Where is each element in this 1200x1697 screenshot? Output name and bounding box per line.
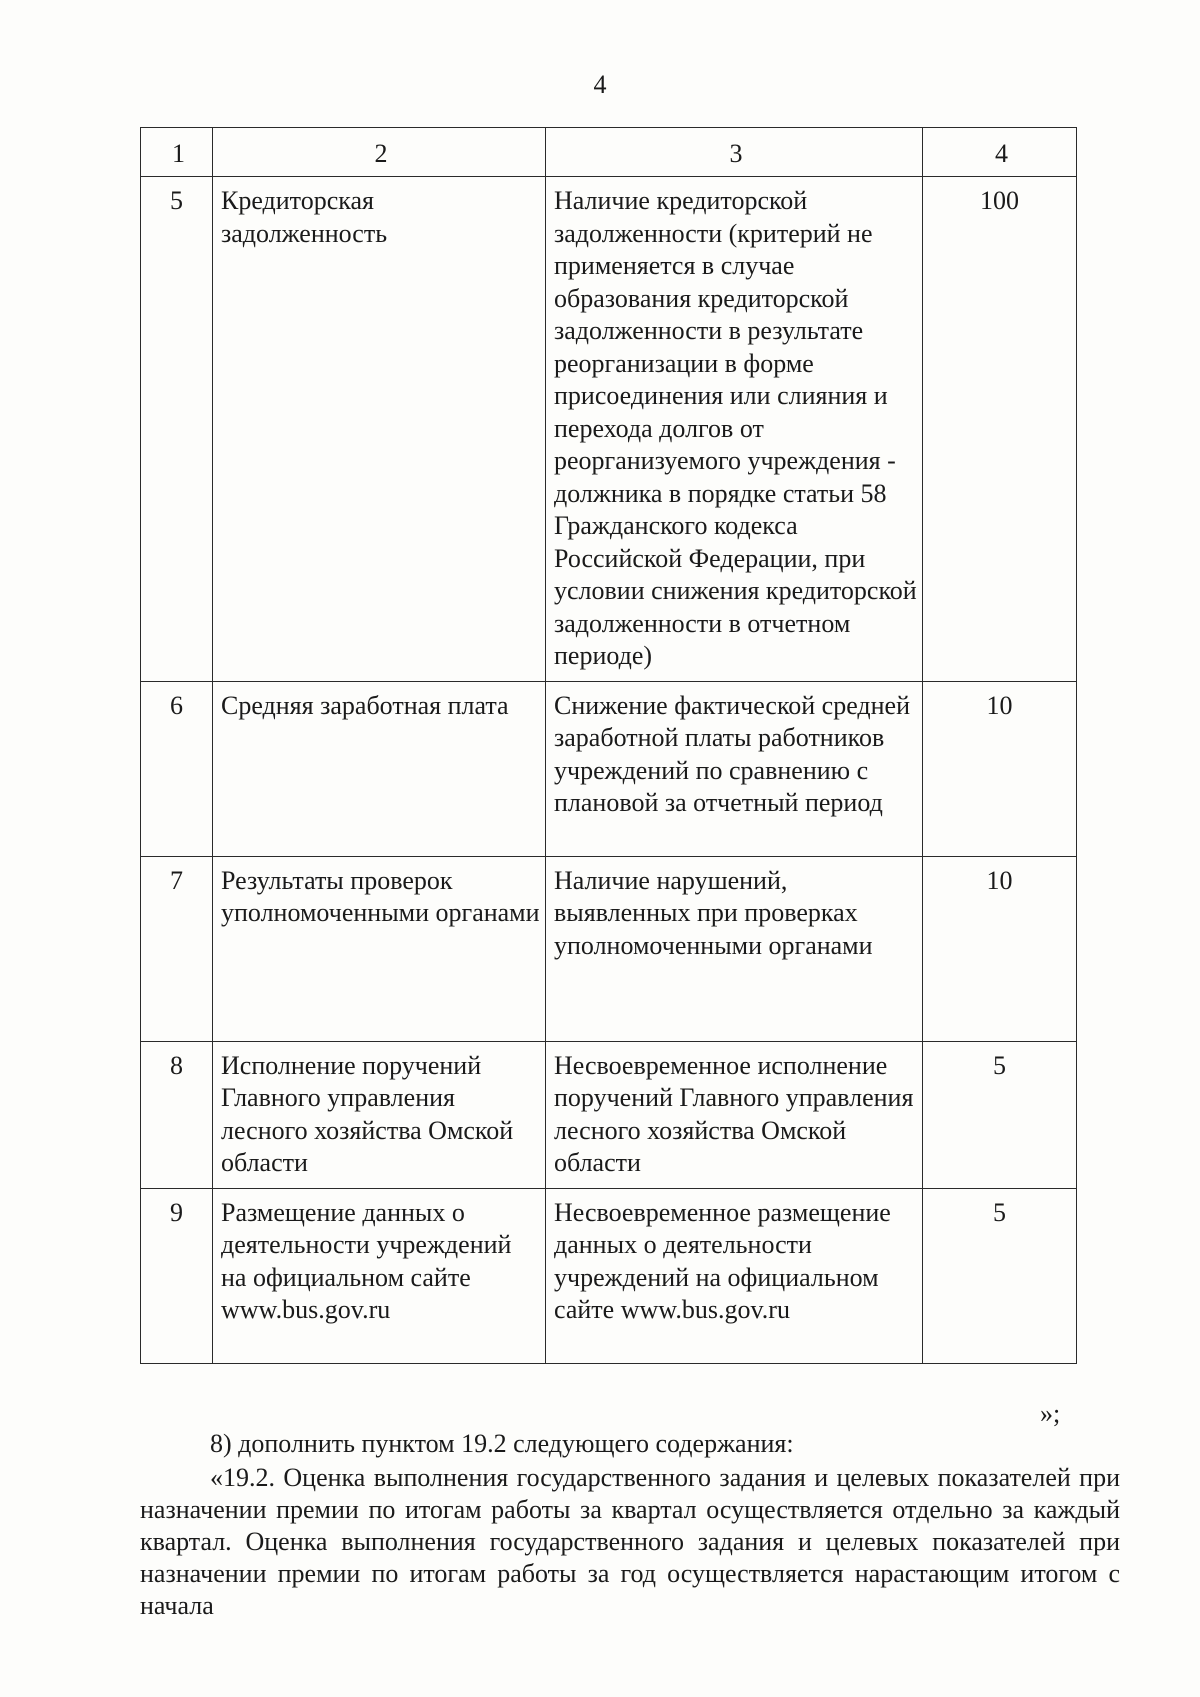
table-row xyxy=(141,1188,1077,1363)
amendment-item-8: 8) дополнить пунктом 19.2 следующего содержания: xyxy=(210,1429,794,1458)
value-cell: 10 xyxy=(923,681,1077,856)
criterion-cell: Результаты проверок уполномоченными органами xyxy=(213,856,546,1041)
criterion-cell: Размещение данных о деятельности учреждений на официальном сайте www.bus.gov.ru xyxy=(213,1188,546,1363)
column-header: 4 xyxy=(923,128,1077,177)
description-cell: Несвоевременное исполнение поручений Главного управления лесного хозяйства Омской области xyxy=(546,1041,923,1188)
value-cell: 100 xyxy=(923,177,1077,682)
description-cell: Несвоевременное размещение данных о деятельности учреждений на официальном сайте www.bus.gov.ru xyxy=(546,1188,923,1363)
table-row xyxy=(141,856,1077,1041)
row-number: 9 xyxy=(141,1188,213,1363)
closing-quote: »; xyxy=(1040,1399,1061,1428)
paragraph-19-2: «19.2. Оценка выполнения государственного задания и целевых показателей при назначении премии по итогам работы за квартал осуществляется отдельно за каждый квартал. Оценка выполнения государственного задания и целевых показателей при назначении премии по итогам работы за год осуществляется нарастающим итогом с начала xyxy=(140,1463,1120,1620)
value-cell: 5 xyxy=(923,1041,1077,1188)
row-number: 6 xyxy=(141,681,213,856)
description-cell: Наличие нарушений, выявленных при проверках уполномоченными органами xyxy=(546,856,923,1041)
row-number: 7 xyxy=(141,856,213,1041)
description-cell: Снижение фактической средней заработной платы работников учреждений по сравнению с плановой за отчетный период xyxy=(546,681,923,856)
value-cell: 10 xyxy=(923,856,1077,1041)
criteria-table xyxy=(140,127,1077,1364)
row-number: 5 xyxy=(141,177,213,682)
value-cell: 5 xyxy=(923,1188,1077,1363)
table-row xyxy=(141,177,1077,682)
criterion-cell: Кредиторская задолженность xyxy=(213,177,546,682)
criterion-cell: Исполнение поручений Главного управления лесного хозяйства Омской области xyxy=(213,1041,546,1188)
table-row xyxy=(141,681,1077,856)
description-cell: Наличие кредиторской задолженности (критерий не применяется в случае образования кредиторской задолженности в результате реорганизации в форме присоединения или слияния и перехода долгов от реорганизуемого учреждения - должника в порядке статьи 58 Гражданского кодекса Российской Федерации, при условии снижения кредиторской задолженности в отчетном периоде) xyxy=(546,177,923,682)
table-row xyxy=(141,1041,1077,1188)
row-number: 8 xyxy=(141,1041,213,1188)
table-header-row xyxy=(141,128,1077,177)
page-number: 4 xyxy=(593,70,607,99)
column-header: 3 xyxy=(546,128,923,177)
column-header: 1 xyxy=(141,128,213,177)
column-header: 2 xyxy=(213,128,546,177)
criterion-cell: Средняя заработная плата xyxy=(213,681,546,856)
